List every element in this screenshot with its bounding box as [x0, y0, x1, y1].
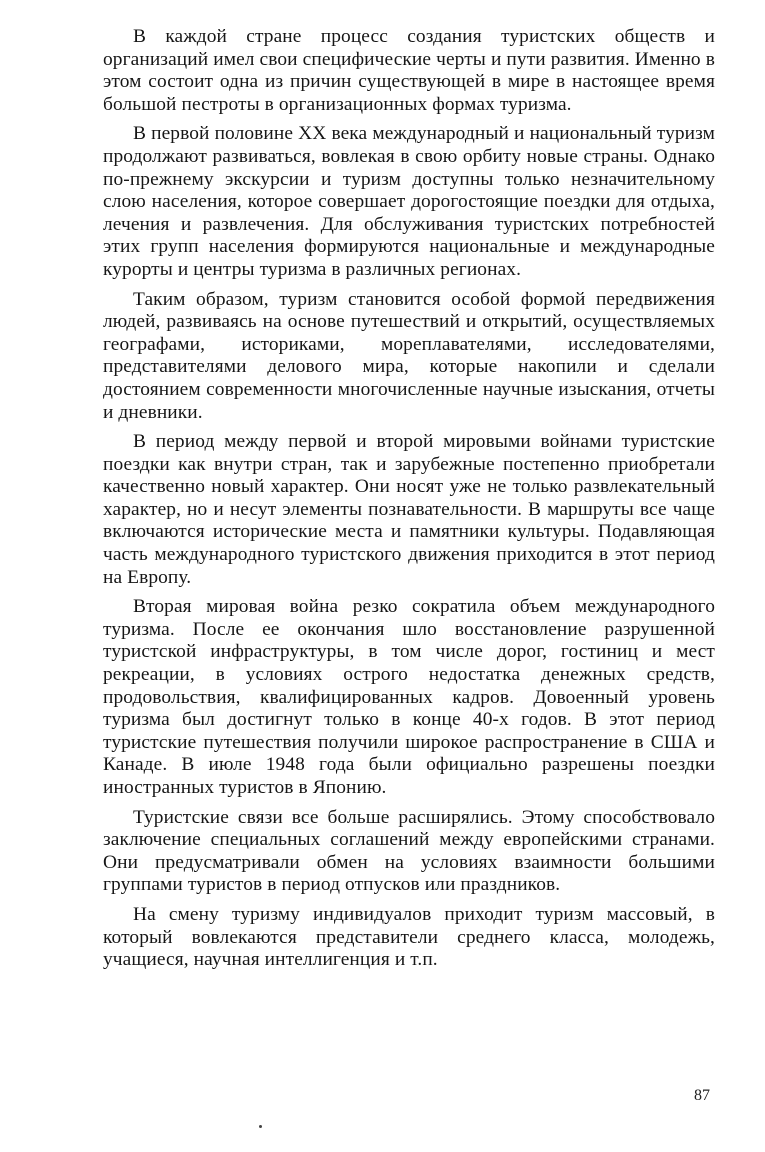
paragraph-2: В первой половине XX века международный и национальный туризм продолжают развиваться, вовлекая в свою орбиту новые страны. Однако по-прежнему экскурсии и туризм доступны только незначительному слою населения, которое совершает дорогостоящие поездки для отдыха, лечения и развлечения. Для обслуживания туристских потребностей этих групп населения формируются национальные и международные курорты и центры туризма в различных регионах. [103, 123, 715, 280]
scan-speck [259, 1125, 262, 1128]
paragraph-6: Туристские связи все больше расширялись. Этому способствовало заключение специальных соглашений между европейскими странами. Они предусматривали обмен на условиях взаимности большими группами туристов в период отпусков или праздников. [103, 806, 715, 896]
paragraph-3: Таким образом, туризм становится особой формой передвижения людей, развиваясь на основе путешествий и открытий, осуществляемых географами, историками, мореплавателями, исследователями, представителями делового мира, которые накопили и сделали достоянием современности многочисленные научные изыскания, отчеты и дневники. [103, 288, 715, 423]
page-number: 87 [694, 1087, 710, 1104]
paragraph-7: На смену туризму индивидуалов приходит туризм массовый, в который вовлекаются представители среднего класса, молодежь, учащиеся, научная интеллигенция и т.п. [103, 903, 715, 971]
paragraph-5: Вторая мировая война резко сократила объем международного туризма. После ее окончания шло восстановление разрушенной туристской инфраструктуры, в том числе дорог, гостиниц и мест рекреации, в условиях острого недостатка денежных средств, продовольствия, квалифицированных кадров. Довоенный уровень туризма был достигнут только в конце 40-х годов. В этот период туристские путешествия получили широкое распространение в США и Канаде. В июле 1948 года были официально разрешены поездки иностранных туристов в Японию. [103, 596, 715, 798]
paragraph-1: В каждой стране процесс создания туристских обществ и организаций имел свои специфические черты и пути развития. Именно в этом состоит одна из причин существующей в мире в настоящее время большой пестроты в организационных формах туризма. [103, 26, 715, 115]
body-text [103, 26, 715, 972]
paragraph-4: В период между первой и второй мировыми войнами туристские поездки как внутри стран, так и зарубежные постепенно приобретали качественно новый характер. Они носят уже не только развлекательный характер, но и несут элементы познавательности. В маршруты все чаще включаются исторические места и памятники культуры. Подавляющая часть международного туристского движения приходится в этот период на Европу. [103, 431, 715, 588]
